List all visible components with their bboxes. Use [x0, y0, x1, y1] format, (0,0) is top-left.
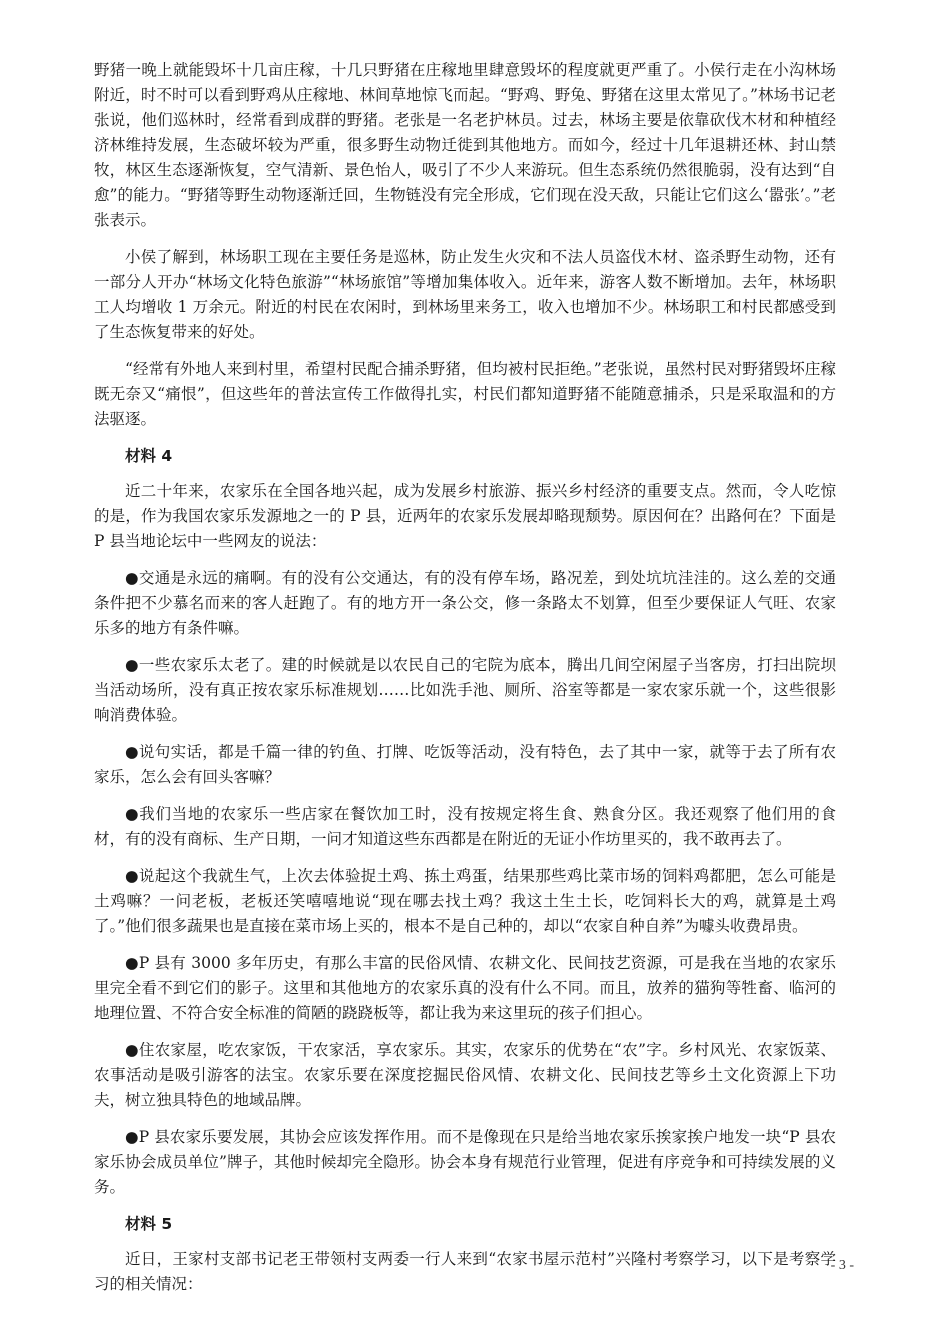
- bullet-item: ●P 县农家乐要发展，其协会应该发挥作用。而不是像现在只是给当地农家乐挨家挨户地发一块“P 县农家乐协会成员单位”牌子，其他时候却完全隐形。协会本身有规范行业管理，促进有序竞争和可持续发展的义务。: [94, 1128, 836, 1196]
- paragraph-villagers-refuse: “经常有外地人来到村里，希望村民配合捕杀野猪，但均被村民拒绝。”老张说，虽然村民对野猪毁坏庄稼既无奈又“痛恨”，但这些年的普法宣传工作做得扎实，村民们都知道野猪不能随意捕杀，只是采取温和的方法驱逐。: [94, 360, 836, 428]
- paragraph-wild-boar: 野猪一晚上就能毁坏十几亩庄稼，十几只野猪在庄稼地里肆意毁坏的程度就更严重了。小侯行走在小沟林场附近，时不时可以看到野鸡从庄稼地、林间草地惊飞而起。“野鸡、野兔、野猪在这里太常见了。”林场书记老张说，他们巡林时，经常看到成群的野猪。老张是一名老护林员。过去，林场主要是依靠砍伐木材和种植经济林维持发展，生态破坏较为严重，很多野生动物迁徙到其他地方。而如今，经过十几年退耕还林、封山禁牧，林区生态逐渐恢复，空气清新、景色怡人，吸引了不少人来游玩。但生态系统仍然很脆弱，没有达到“自愈”的能力。“野猪等野生动物逐渐迁回，生物链没有完全形成，它们现在没天敌，只能让它们这么‘嚣张’。”老张表示。: [94, 61, 836, 229]
- bullet-item: ●说句实话，都是千篇一律的钓鱼、打牌、吃饭等活动，没有特色，去了其中一家，就等于去了所有农家乐，怎么会有回头客嘛？: [94, 743, 836, 786]
- paragraph-material-4-intro: 近二十年来，农家乐在全国各地兴起，成为发展乡村旅游、振兴乡村经济的重要支点。然而，令人吃惊的是，作为我国农家乐发源地之一的 P 县，近两年的农家乐发展却略现颓势。原因何在？出路何在？下面是 P 县当地论坛中一些网友的说法：: [94, 482, 836, 550]
- paragraph-forest-workers: 小侯了解到，林场职工现在主要任务是巡林，防止发生火灾和不法人员盗伐木材、盗杀野生动物，还有一部分人开办“林场文化特色旅游”“林场旅馆”等增加集体收入。近年来，游客人数不断增加。去年，林场职工人均增收 1 万余元。附近的村民在农闲时，到林场里来务工，收入也增加不少。林场职工和村民都感受到了生态恢复带来的好处。: [94, 248, 836, 341]
- heading-material-4: 材料 4: [125, 447, 173, 465]
- bullet-item: ●一些农家乐太老了。建的时候就是以农民自己的宅院为底本，腾出几间空闲屋子当客房，打扫出院坝当活动场所，没有真正按农家乐标准规划……比如洗手池、厕所、浴室等都是一家农家乐就一个，这些很影响消费体验。: [94, 656, 836, 724]
- bullet-item: ●住农家屋，吃农家饭，干农家活，享农家乐。其实，农家乐的优势在“农”字。乡村风光、农家饭菜、农事活动是吸引游客的法宝。农家乐要在深度挖掘民俗风情、农耕文化、民间技艺等乡土文化资源上下功夫，树立独具特色的地域品牌。: [94, 1041, 836, 1109]
- bullet-item: ●交通是永远的痛啊。有的没有公交通达，有的没有停车场，路况差，到处坑坑洼洼的。这么差的交通条件把不少慕名而来的客人赶跑了。有的地方开一条公交，修一条路太不划算，但至少要保证人气旺、农家乐多的地方有条件嘛。: [94, 569, 836, 637]
- document-page: [94, 58, 836, 1309]
- paragraph-material-5-intro: 近日，王家村支部书记老王带领村支两委一行人来到“农家书屋示范村”兴隆村考察学习，以下是考察学习的相关情况：: [94, 1250, 836, 1293]
- bullet-item: ●我们当地的农家乐一些店家在餐饮加工时，没有按规定将生食、熟食分区。我还观察了他们用的食材，有的没有商标、生产日期，一问才知道这些东西都是在附近的无证小作坊里买的，我不敢再去了。: [94, 805, 836, 848]
- bullet-item: ●说起这个我就生气，上次去体验捉土鸡、拣土鸡蛋，结果那些鸡比菜市场的饲料鸡都肥，怎么可能是土鸡嘛？一问老板，老板还笑嘻嘻地说“现在哪去找土鸡？我这土生土长，吃饲料长大的鸡，就算是土鸡了。”他们很多蔬果也是直接在菜市场上买的，根本不是自己种的，却以“农家自种自养”为噱头收费昂贵。: [94, 867, 836, 935]
- bullet-item: ●P 县有 3000 多年历史，有那么丰富的民俗风情、农耕文化、民间技艺资源，可是我在当地的农家乐里完全看不到它们的影子。这里和其他地方的农家乐真的没有什么不同。而且，放养的猫狗等牲畜、临河的地理位置、不符合安全标准的简陋的跷跷板等，都让我为来这里玩的孩子们担心。: [94, 954, 836, 1022]
- page-number: - 3 -: [830, 1258, 854, 1273]
- heading-material-5: 材料 5: [125, 1215, 173, 1233]
